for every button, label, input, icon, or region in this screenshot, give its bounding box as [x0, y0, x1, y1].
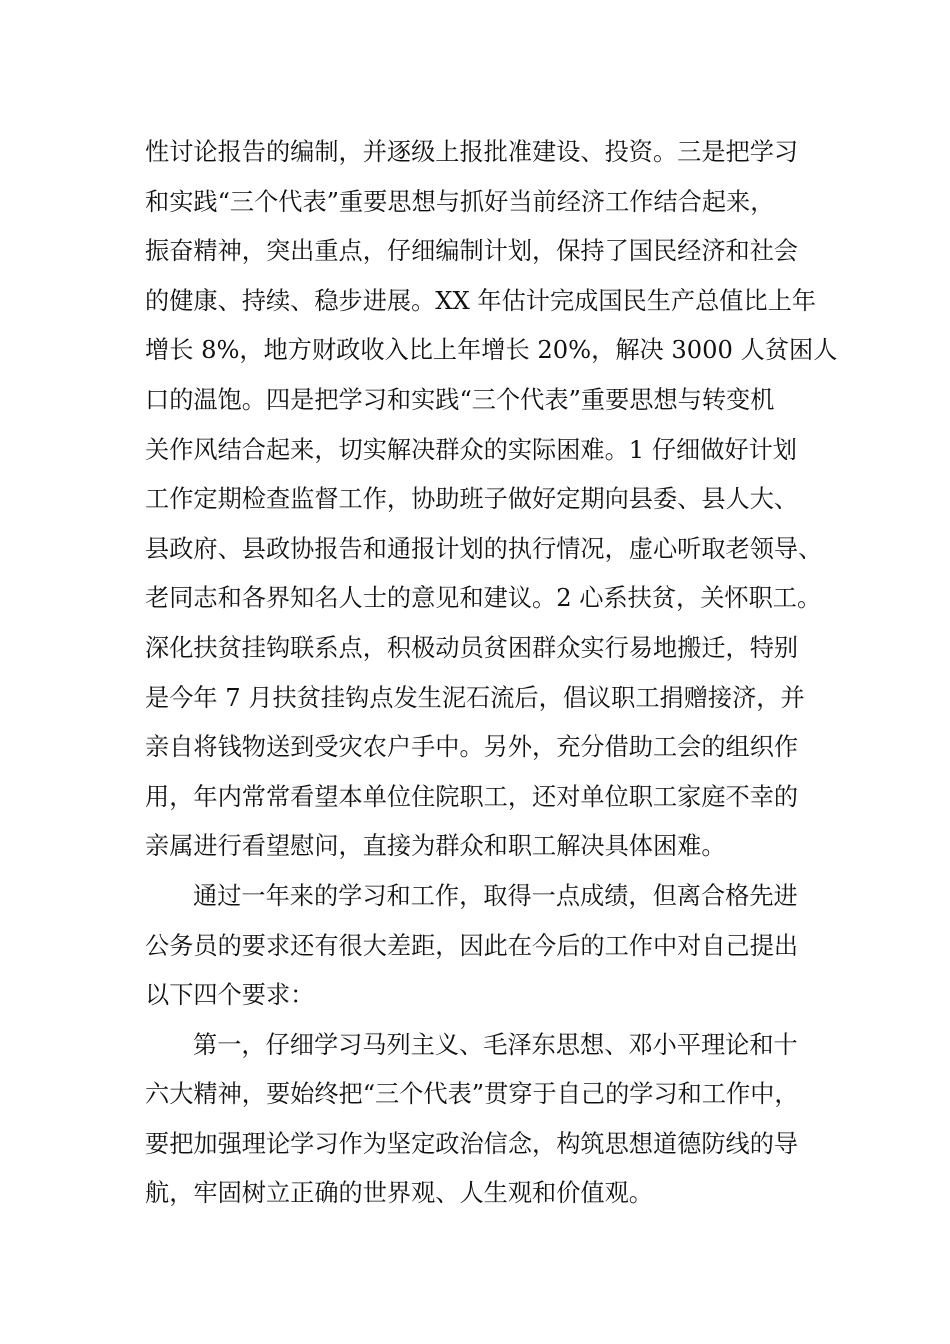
text-line: 亲属进行看望慰问，直接为群众和职工解决具体困难。	[145, 832, 726, 861]
text-line: 要把加强理论学习作为坚定政治信念，构筑思想道德防线的导	[145, 1129, 799, 1158]
text-line: 老同志和各界知名人士的意见和建议。2 心系扶贫，关怀职工。	[145, 584, 822, 613]
text-line: 县政府、县政协报告和通报计划的执行情况，虚心听取老领导、	[145, 534, 823, 563]
text-line: 深化扶贫挂钩联系点，积极动员贫困群众实行易地搬迁，特别	[145, 633, 799, 662]
text-line: 是今年 7 月扶贫挂钩点发生泥石流后，倡议职工捐赠接济，并	[145, 683, 805, 712]
text-line: 口的温饱。四是把学习和实践“三个代表”重要思想与转变机	[145, 385, 775, 414]
text-line: 的健康、持续、稳步进展。XX 年估计完成国民生产总值比上年	[145, 286, 817, 315]
text-line: 航，牢固树立正确的世界观、人生观和价值观。	[145, 1179, 653, 1208]
text-line: 以下四个要求：	[145, 981, 315, 1010]
paragraph-3	[145, 1021, 817, 1219]
text-line: 用，年内常常看望本单位住院职工，还对单位职工家庭不幸的	[145, 782, 799, 811]
text-line: 关作风结合起来，切实解决群众的实际困难。1 仔细做好计划	[145, 435, 797, 464]
text-line: 通过一年来的学习和工作，取得一点成绩，但离合格先进	[193, 881, 798, 910]
text-line: 和实践“三个代表”重要思想与抓好当前经济工作结合起来，	[145, 187, 775, 216]
text-line: 公务员的要求还有很大差距，因此在今后的工作中对自己提出	[145, 931, 799, 960]
paragraph-1	[145, 128, 838, 872]
document-body	[145, 128, 838, 1219]
text-line: 六大精神，要始终把“三个代表”贯穿于自己的学习和工作中，	[145, 1080, 799, 1109]
text-line: 第一，仔细学习马列主义、毛泽东思想、邓小平理论和十	[193, 1030, 798, 1059]
text-line: 亲自将钱物送到受灾农户手中。另外，充分借助工会的组织作	[145, 733, 799, 762]
text-line: 振奋精神，突出重点，仔细编制计划，保持了国民经济和社会	[145, 237, 799, 266]
text-line: 增长 8%，地方财政收入比上年增长 20%，解决 3000 人贫困人	[145, 336, 838, 365]
paragraph-2	[145, 872, 817, 1021]
text-line: 工作定期检查监督工作，协助班子做好定期向县委、县人大、	[145, 485, 799, 514]
text-line: 性讨论报告的编制，并逐级上报批准建设、投资。三是把学习	[145, 138, 799, 166]
